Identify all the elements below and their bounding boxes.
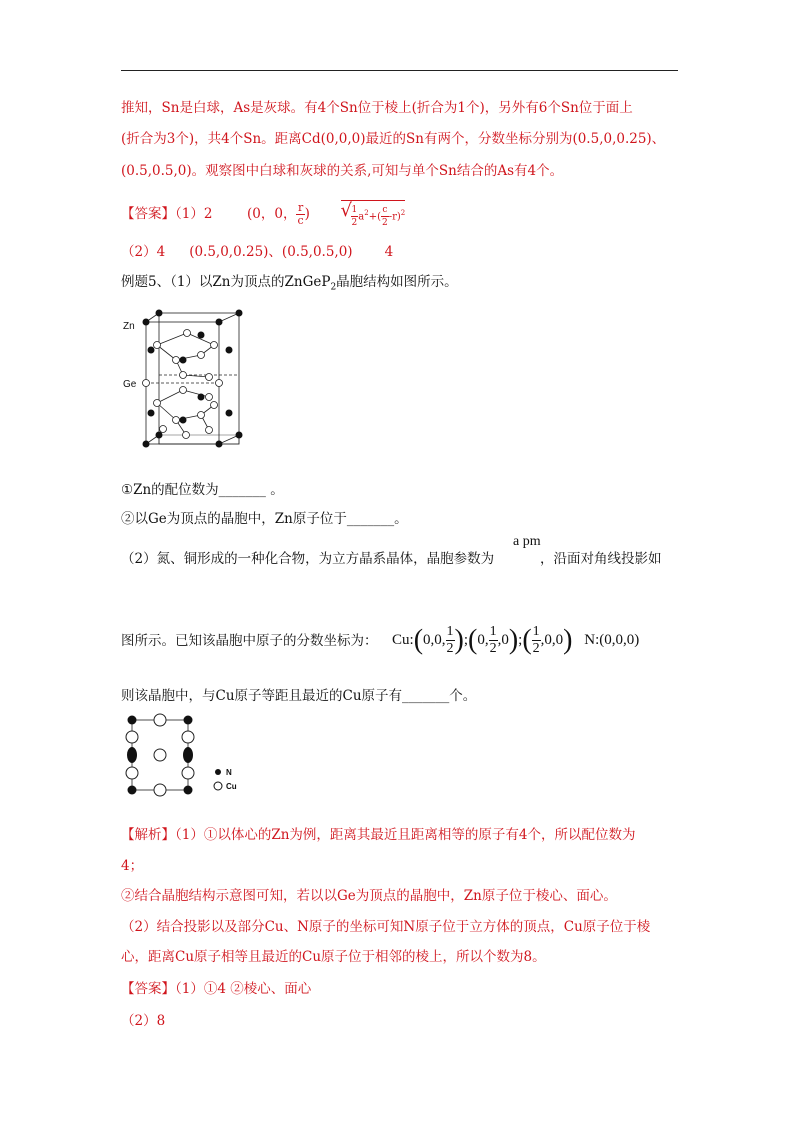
answer-part: （2）4 bbox=[121, 244, 166, 260]
coord-prefix: (0，0， bbox=[247, 206, 297, 223]
analysis-line: ②结合晶胞结构示意图可知，若以以Ge为顶点的晶胞中，Zn原子位于棱心、面心。 bbox=[121, 888, 617, 904]
paragraph-line: (折合为3个)，共4个Sn。距离Cd(0,0,0)最近的Sn有两个，分数坐标分别为(0.5,0,0.25)、 bbox=[121, 131, 666, 147]
analysis-line: 心，距离Cu原子相等且最近的Cu原子位于相邻的棱上，所以个数为8。 bbox=[121, 949, 546, 965]
legend-cu-label: Cu bbox=[226, 782, 237, 791]
question-3-line3: 则该晶胞中，与Cu原子等距且最近的Cu原子有_______个。 bbox=[121, 688, 477, 704]
analysis-line: 【解析】（1）①以体心的Zn为例，距离其最近且距离相等的原子有4个，所以配位数为 bbox=[121, 827, 636, 843]
header-rule bbox=[121, 70, 678, 71]
coord-suffix: ) bbox=[304, 206, 310, 223]
question-3-end: ，沿面对角线投影如 bbox=[540, 551, 662, 567]
sqrt-expression: √ $\frac{1}{2}$ $a^2+$( $\frac{c}{2}$ -r)$^2$ bbox=[340, 200, 406, 229]
legend-cu-marker bbox=[214, 782, 222, 790]
answer-count: 4 bbox=[384, 244, 394, 260]
question-3-start: （2）氮、铜形成的一种化合物，为立方晶系晶体，晶胞参数为 bbox=[121, 551, 495, 567]
answer-line: 【答案】（1）①4 ②棱心、面心 bbox=[121, 981, 312, 997]
legend-n-label: N bbox=[226, 768, 232, 777]
projection-figure bbox=[120, 712, 260, 802]
znGeP2-cell-figure bbox=[121, 305, 261, 460]
answer-line bbox=[121, 200, 405, 229]
analysis-line: 4； bbox=[121, 858, 144, 874]
example-intro: 例题5、（1）以Zn为顶点的ZnGeP$_2$晶胞结构如图所示。 bbox=[121, 274, 458, 293]
coordinates-expression: Cu:(0,0, $\frac{1}{2}$ );(0, $\frac{1}{2}$ ,0);( $\frac{1}{2}$ ,0,0) N:(0,0,0) bbox=[392, 624, 640, 657]
paragraph-line: 推知，Sn是白球，As是灰球。有4个Sn位于棱上(折合为1个)，另外有6个Sn位于面上 bbox=[121, 100, 633, 116]
answer-coords: (0.5,0,0.25)、(0.5,0.5,0) bbox=[189, 244, 353, 260]
question-2: ②以Ge为顶点的晶胞中，Zn原子位于_______。 bbox=[121, 511, 408, 527]
label-zn: Zn bbox=[123, 321, 135, 332]
answer-tag: 【答案】 bbox=[121, 206, 175, 223]
label-ge: Ge bbox=[123, 379, 137, 390]
question-1: ①Zn的配位数为_______ 。 bbox=[121, 482, 284, 498]
question-3-line2: 图所示。已知该晶胞中原子的分数坐标为： bbox=[121, 633, 378, 649]
answer-line: （2）8 bbox=[121, 1013, 166, 1029]
answer-part: （1）2 bbox=[175, 206, 213, 223]
zn-atoms bbox=[143, 310, 243, 448]
fraction: $\frac{r}{c}$ bbox=[297, 201, 304, 228]
answer-line bbox=[121, 243, 393, 261]
cell-parameter: a pm bbox=[513, 534, 541, 549]
analysis-line: （2）结合投影以及部分Cu、N原子的坐标可知N原子位于立方体的顶点，Cu原子位于棱 bbox=[121, 919, 651, 935]
paragraph-line: (0.5,0.5,0)。观察图中白球和灰球的关系,可知与单个Sn结合的As有4个。 bbox=[121, 163, 564, 179]
legend-n-marker bbox=[215, 769, 221, 775]
